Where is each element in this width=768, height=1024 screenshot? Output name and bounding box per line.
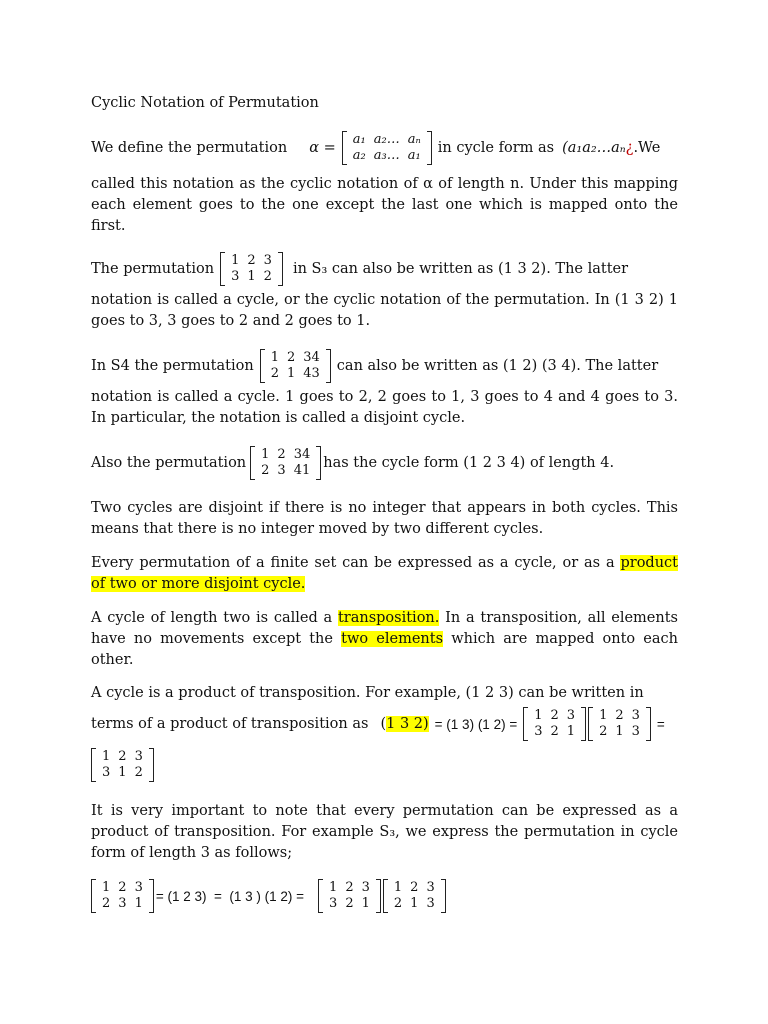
cell: a₃… [373,148,400,163]
matrix-general [342,131,432,165]
cell: 3 [277,463,286,478]
text: in cycle form as [437,140,555,156]
cell: 3 [231,269,240,284]
text: Every permutation of a finite set can be expressed as a cycle, or as a [91,555,621,571]
cell: 3 [263,253,272,268]
matrix-s4 [260,349,331,383]
cell: 3 [329,896,338,911]
matrix-123 [91,879,154,913]
cell: 2 [270,366,279,381]
cell: 2 [550,708,559,723]
text: The permutation [91,261,215,277]
paragraph-cycle-product [91,683,678,782]
cell: 34 [303,350,320,365]
cell: a₂ [352,148,366,163]
cell: 3 [566,708,576,723]
cell: 3 [134,880,143,895]
paragraph-text: A cycle is a product of transposition. For example, (1 2 3) can be written in [91,685,644,701]
highlighted-text: 1 3 2) [386,716,429,732]
matrix-s3 [220,252,283,286]
cell: 2 [134,765,143,780]
highlighted-text: product of two or more disjoint cycle. [91,555,678,592]
matrix-12 [383,879,446,913]
text: ( [380,716,387,732]
cell: 3 [361,880,370,895]
text: can also be written as (1 2) (3 4). The latter [336,358,659,374]
paragraph-transposition [91,608,678,671]
cell: a₁ [407,148,421,163]
paragraph-s4-example [91,345,678,429]
cell: aₙ [407,132,421,147]
cell: 1 [361,896,370,911]
cell: 2 [345,880,354,895]
equation-s3-decomposition [91,875,678,917]
cell: 1 [102,749,111,764]
cell: 3 [534,724,543,739]
text: which are mapped onto each other. [91,631,678,668]
cell: 1 [599,708,608,723]
cell: 1 [410,896,419,911]
equation-text: = (1 3) (1 2) = [434,716,518,732]
paragraph-text: called this notation as the cyclic notation of α of length n. Under this mapping each element goes to the one except the last one which is mapped onto the first. [91,176,678,234]
paragraph-text: notation is called a cycle. 1 goes to 2, 2 goes to 1, 3 goes to 4 and 4 goes to 3. In particular, the notation is called a disjoint cycle. [91,389,678,426]
text: Also the permutation [91,455,247,471]
cell: 2 [102,896,111,911]
glyph-marker: ¿ [625,140,634,156]
cell: 2 [263,269,272,284]
cell: 3 [102,765,111,780]
cell: 1 [566,724,576,739]
cell: 1 [393,880,403,895]
cell: 1 [261,447,270,462]
paragraph-transposition-note: It is very important to note that every permutation can be expressed as a product of transposition. For example S₃, we express the permutation in cycle form of length 3 as follows; [91,803,678,861]
text: terms of a product of transposition as [91,716,369,732]
paragraph-disjoint-product [91,553,678,595]
paragraph-cycle-definition [91,124,678,237]
cell: a₁ [352,132,366,147]
cell: 1 [286,366,296,381]
cell: 3 [426,896,435,911]
cell: 1 [615,724,624,739]
text: In S4 the permutation [91,358,254,374]
cell: 2 [118,880,127,895]
cell: 1 [118,765,127,780]
cell: 1 [134,896,143,911]
matrix-13 [523,707,586,741]
text: has the cycle form (1 2 3 4) of length 4. [323,455,615,471]
paragraph-disjoint-definition: Two cycles are disjoint if there is no integer that appears in both cycles. This means that there is no integer moved by two different cycles. [91,500,678,537]
matrix-length4 [250,446,321,480]
cell: 2 [410,880,419,895]
cell: 2 [277,447,286,462]
paragraph-s3-example [91,249,678,332]
cell: 3 [134,749,143,764]
cell: 3 [118,896,127,911]
cell: 3 [631,708,640,723]
text: in S₃ can also be written as (1 3 2). The latter [292,261,629,277]
cell: 2 [261,463,270,478]
cell: 2 [118,749,127,764]
page-title: Cyclic Notation of Permutation [91,95,319,111]
cell: 3 [631,724,640,739]
cell: 1 [247,269,256,284]
cell: 2 [393,896,403,911]
paragraph-text: notation is called a cycle, or the cyclic notation of the permutation. In (1 3 2) 1 goes to 3, 3 goes to 2 and 2 goes to 1. [91,292,678,329]
matrix-12 [588,707,651,741]
cell: 41 [293,463,311,478]
cell: 2 [286,350,296,365]
cell: 1 [270,350,279,365]
cell: 1 [102,880,111,895]
cell: a₂… [373,132,400,147]
highlighted-text: two elements [341,631,444,647]
cell: 1 [329,880,338,895]
cell: 1 [231,253,240,268]
cycle-form: (a₁a₂…aₙ [562,140,626,156]
text: In a transposition, all elements have no movements except the [91,610,678,647]
text: We define the permutation [91,140,288,156]
highlighted-text: transposition. [337,610,440,626]
cell: 2 [615,708,624,723]
cell: 2 [345,896,354,911]
cell: 2 [550,724,559,739]
equals-sign: = [656,716,665,732]
cell: 2 [247,253,256,268]
cell: 43 [303,366,320,381]
matrix-13 [318,879,381,913]
cell: 3 [426,880,435,895]
text: A cycle of length two is called a [91,610,338,626]
cell: 2 [599,724,608,739]
cell: 1 [534,708,543,723]
matrix-result [91,748,154,782]
alpha-equals: α = [309,140,336,156]
paragraph-cycle-length-4 [91,442,678,484]
equation-text: = (1 2 3) = (1 3 ) (1 2) = [155,888,305,904]
text: .We [633,140,661,156]
cell: 34 [293,447,311,462]
